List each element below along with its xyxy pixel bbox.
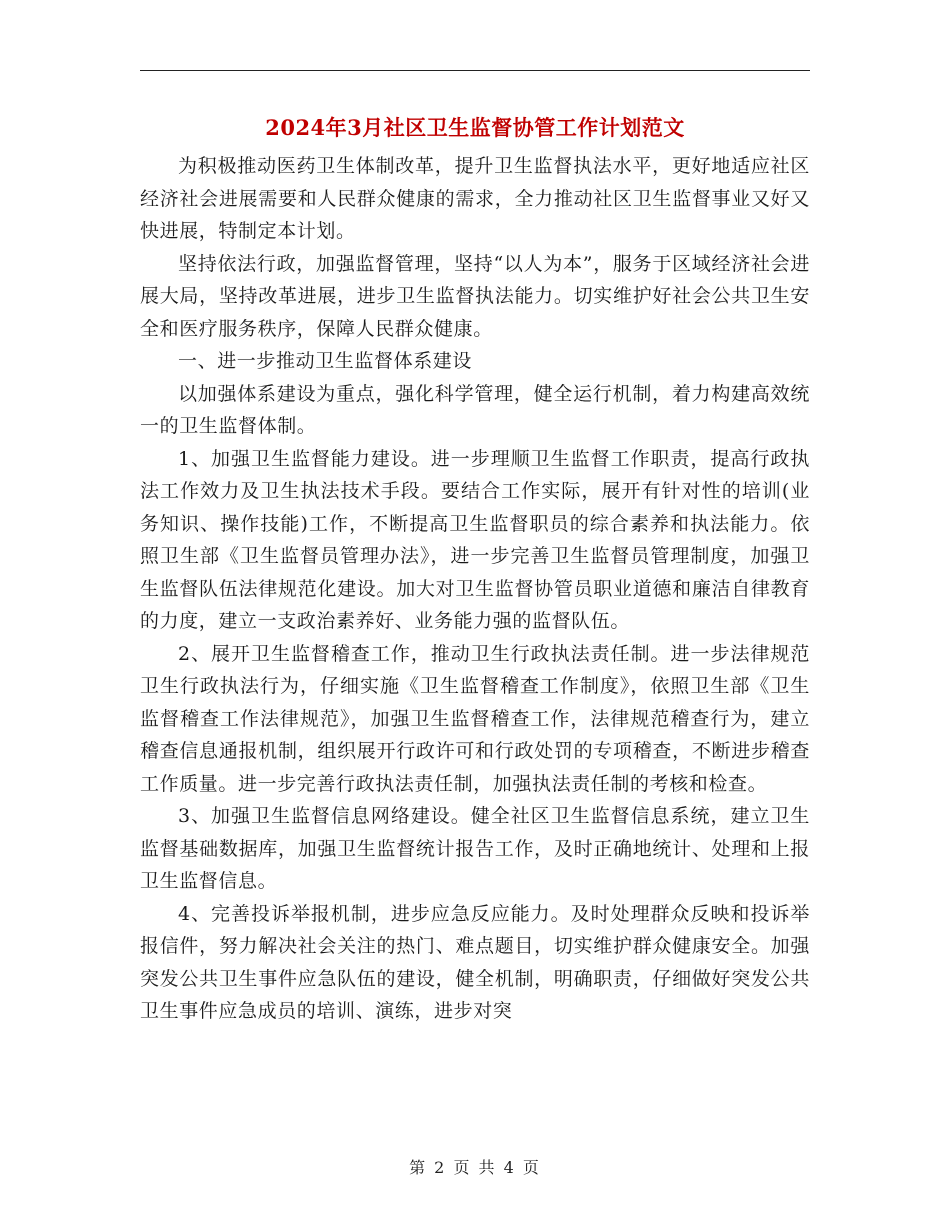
paragraph-item-2: 2、展开卫生监督稽查工作，推动卫生行政执法责任制。进一步法律规范卫生行政执法行为，仔细实施《卫生监督稽查工作制度》，依照卫生部《卫生监督稽查工作法律规范》，加强卫生监督稽查工作，法律规范稽查行为，建立稽查信息通报机制，组织展开行政许可和行政处罚的专项稽查，不断进步稽查工作质量。进一步完善行政执法责任制，加强执法责任制的考核和检查。 xyxy=(140,642,810,795)
section-heading-1: 一、进一步推动卫生监督体系建设 xyxy=(178,350,473,372)
document-body xyxy=(140,150,810,1028)
paragraph-item-4: 4、完善投诉举报机制，进步应急反应能力。及时处理群众反映和投诉举报信件，努力解决社会关注的热门、难点题目，切实维护群众健康安全。加强突发公共卫生事件应急队伍的建设，健全机制，明确职责，仔细做好突发公共卫生事件应急成员的培训、演练，进步对突 xyxy=(140,902,810,1022)
header-rule xyxy=(140,70,810,71)
paragraph-principles: 坚持依法行政，加强监督管理，坚持“以人为本”，服务于区域经济社会进展大局，坚持改革进展，进步卫生监督执法能力。切实维护好社会公共卫生安全和医疗服务秩序，保障人民群众健康。 xyxy=(140,252,810,340)
paragraph-item-1: 1、加强卫生监督能力建设。进一步理顺卫生监督工作职责，提高行政执法工作效力及卫生执法技术手段。要结合工作实际，展开有针对性的培训(业务知识、操作技能)工作，不断提高卫生监督职员的综合素养和执法能力。依照卫生部《卫生监督员管理办法》，进一步完善卫生监督员管理制度，加强卫生监督队伍法律规范化建设。加大对卫生监督协管员职业道德和廉洁自律教育的力度，建立一支政治素养好、业务能力强的监督队伍。 xyxy=(140,447,810,632)
page-number-footer: 第 2 页 共 4 页 xyxy=(409,1158,541,1177)
paragraph-intro: 为积极推动医药卫生体制改革，提升卫生监督执法水平，更好地适应社区经济社会进展需要和人民群众健康的需求，全力推动社区卫生监督事业又好又快进展，特制定本计划。 xyxy=(140,155,810,242)
document-title: 2024年3月社区卫生监督协管工作计划范文 xyxy=(265,115,685,140)
paragraph-section-1-intro: 以加强体系建设为重点，强化科学管理，健全运行机制，着力构建高效统一的卫生监督体制。 xyxy=(140,382,810,437)
paragraph-item-3: 3、加强卫生监督信息网络建设。健全社区卫生监督信息系统，建立卫生监督基础数据库，加强卫生监督统计报告工作，及时正确地统计、处理和上报卫生监督信息。 xyxy=(140,805,810,892)
